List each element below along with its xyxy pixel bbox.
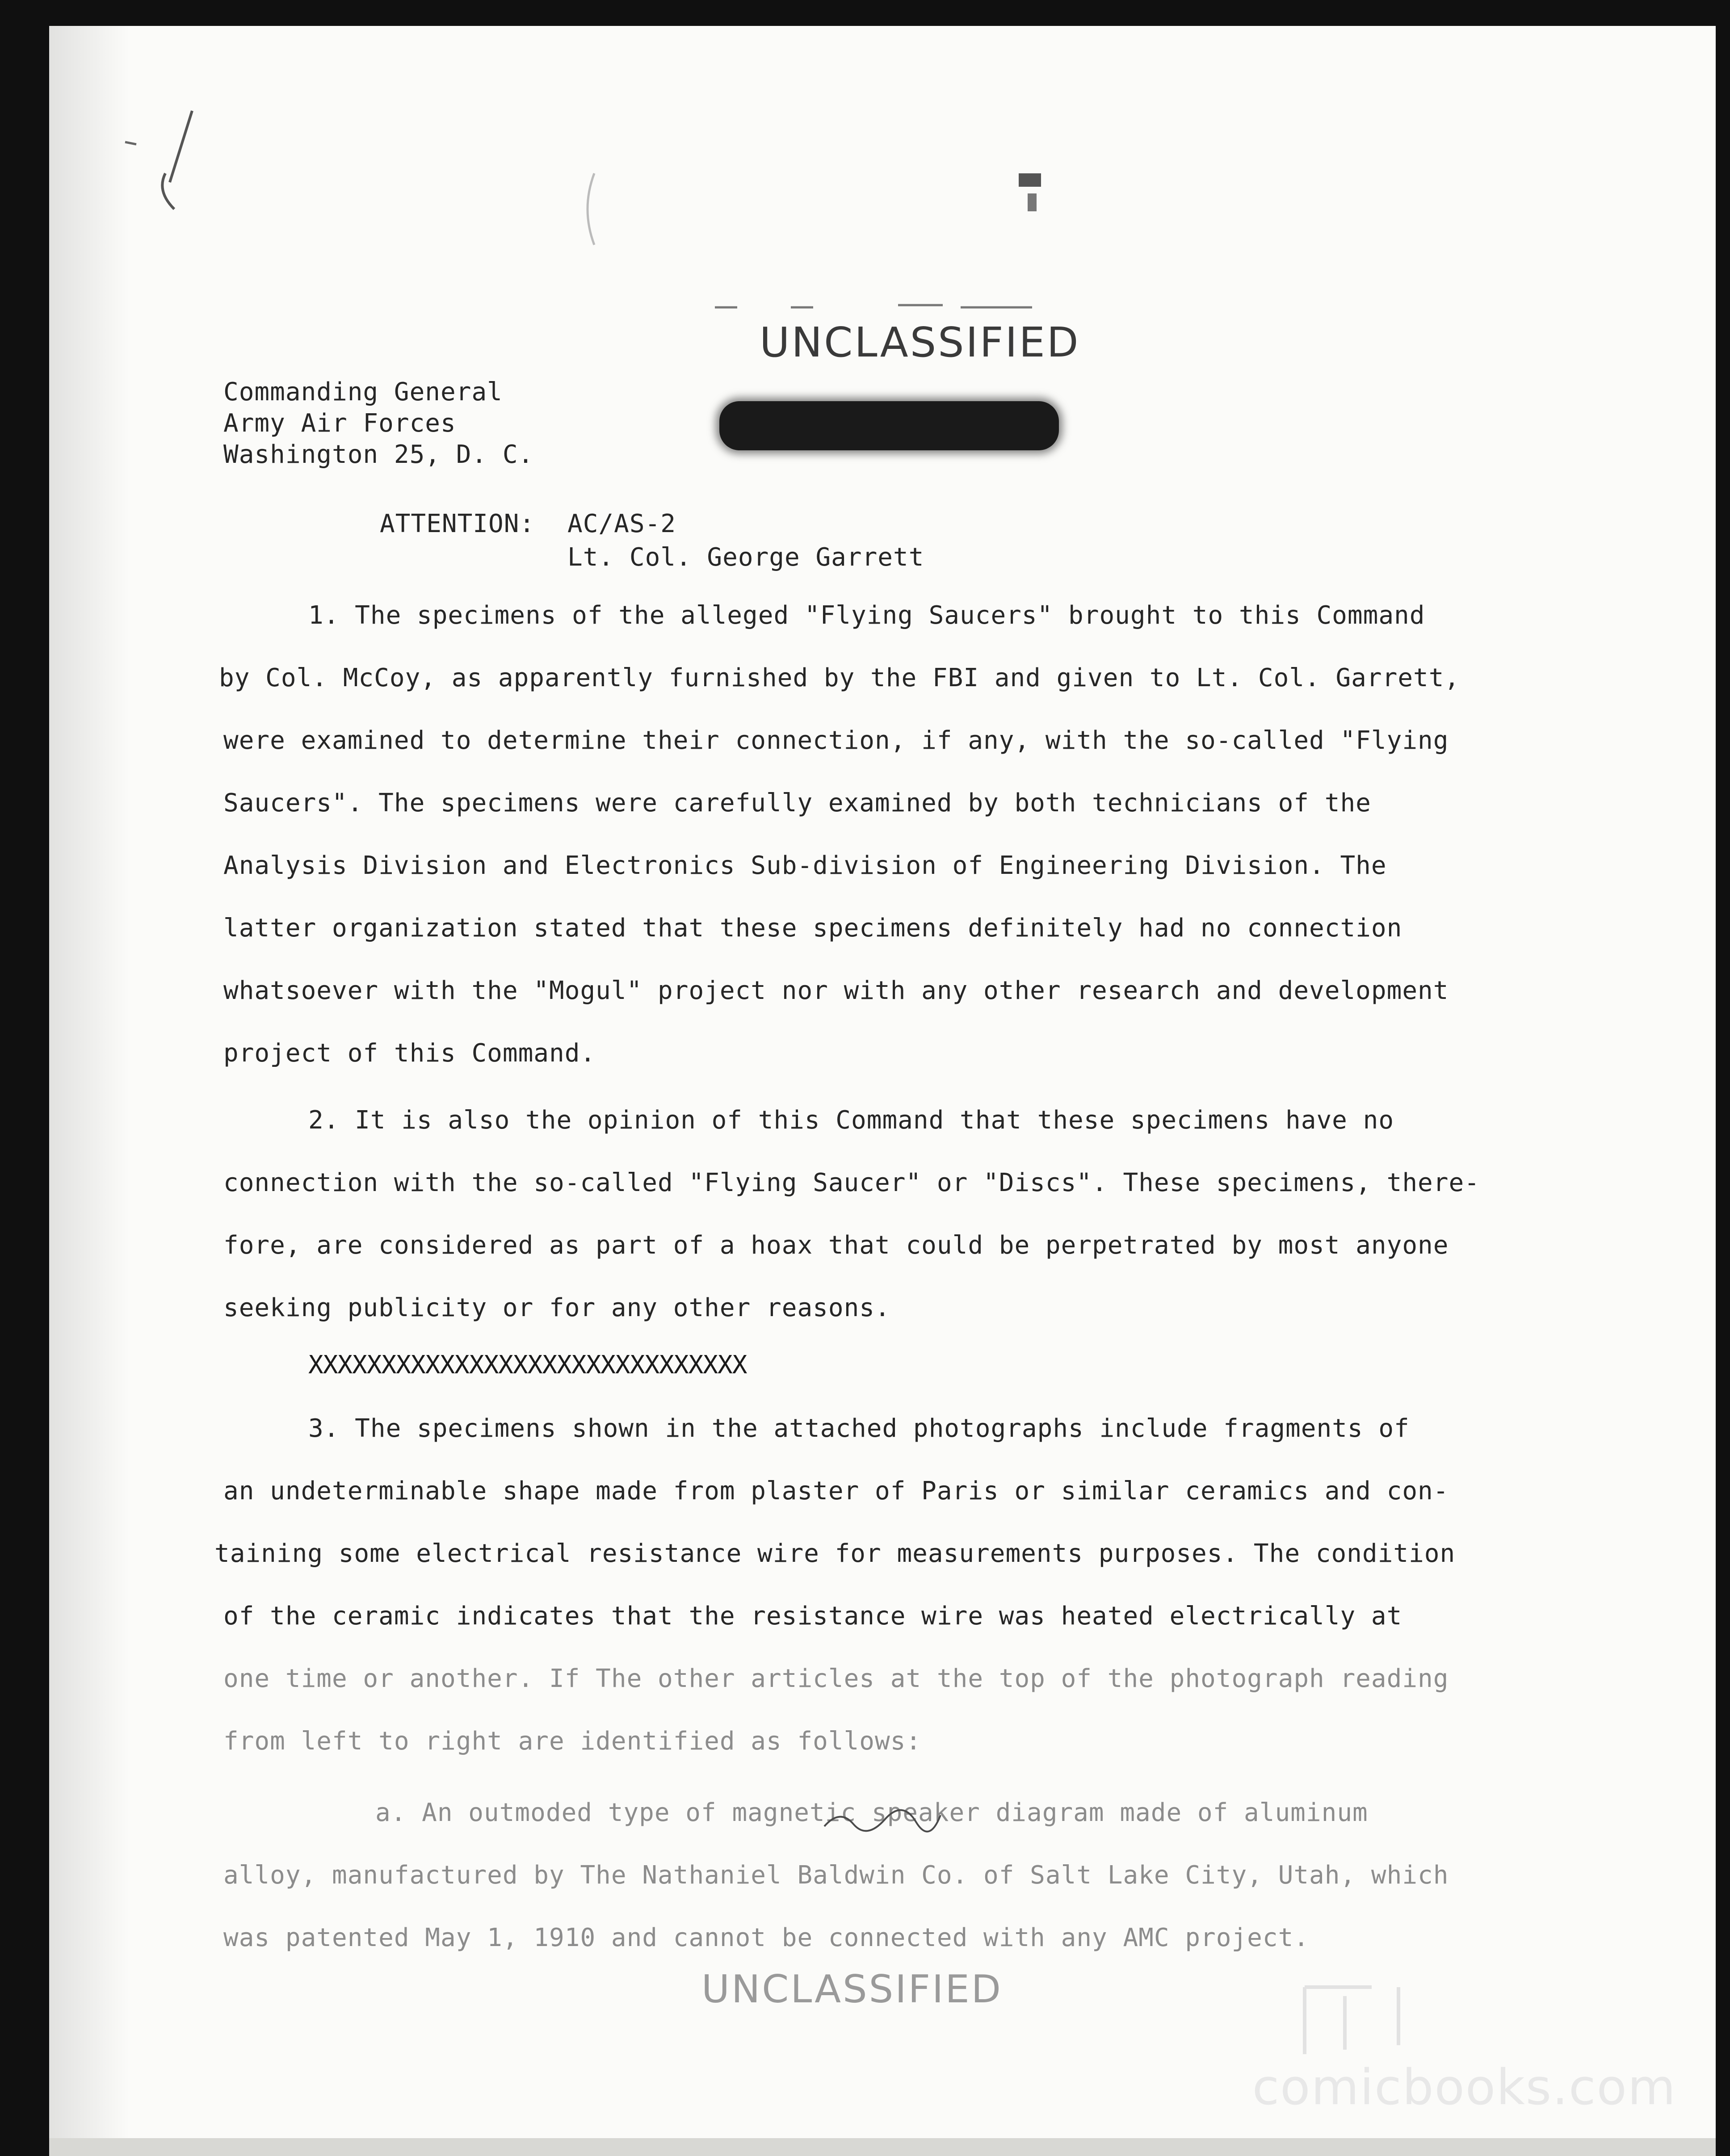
paragraph-1-line: 1. The specimens of the alleged "Flying Saucers" brought to this Command	[308, 601, 1425, 630]
site-watermark: comicbooks.com	[1252, 2059, 1676, 2116]
paragraph-3-line: taining some electrical resistance wire for measurements purposes. The condition	[214, 1539, 1456, 1568]
redaction-block	[719, 401, 1059, 450]
classification-stamp-top: UNCLASSIFIED	[760, 319, 1080, 366]
paragraph-2-line: 2. It is also the opinion of this Command that these specimens have no	[308, 1106, 1394, 1135]
address-line-1: Commanding General	[223, 378, 503, 407]
attention-line-1: AC/AS-2	[567, 509, 676, 538]
staple-mark	[1010, 169, 1050, 218]
paragraph-1-line: Saucers". The specimens were carefully examined by both technicians of the	[223, 789, 1371, 818]
margin-mark	[576, 169, 603, 249]
page-edge-shadow	[49, 26, 130, 2156]
scan-bottom-strip	[49, 2138, 1716, 2156]
dash-mark	[710, 294, 1068, 321]
paragraph-2-line: seeking publicity or for any other reasons.	[223, 1293, 890, 1322]
address-line-3: Washington 25, D. C.	[223, 440, 534, 469]
address-line-2: Army Air Forces	[223, 409, 456, 438]
item-a-line: alloy, manufactured by The Nathaniel Baldwin Co. of Salt Lake City, Utah, which	[223, 1861, 1449, 1890]
paragraph-1-line: project of this Command.	[223, 1039, 596, 1068]
paragraph-2-line: fore, are considered as part of a hoax that could be perpetrated by most anyone	[223, 1231, 1449, 1260]
item-a-line: a. An outmoded type of magnetic speaker diagram made of aluminum	[375, 1798, 1368, 1827]
document-page	[49, 26, 1716, 2156]
paragraph-1-line: latter organization stated that these specimens definitely had no connection	[223, 914, 1402, 943]
paragraph-2-line: connection with the so-called "Flying Saucer" or "Discs". These specimens, there-	[223, 1168, 1480, 1197]
paragraph-3-line: one time or another. If The other articles at the top of the photograph reading	[223, 1664, 1449, 1693]
paragraph-3-line: of the ceramic indicates that the resistance wire was heated electrically at	[223, 1602, 1402, 1631]
paragraph-3-line: 3. The specimens shown in the attached photographs include fragments of	[308, 1414, 1410, 1443]
paragraph-1-line: Analysis Division and Electronics Sub-division of Engineering Division. The	[223, 851, 1387, 880]
pen-mark	[116, 102, 250, 245]
item-a-line: was patented May 1, 1910 and cannot be connected with any AMC project.	[223, 1923, 1310, 1952]
attention-line-2: Lt. Col. George Garrett	[567, 543, 924, 572]
classification-stamp-bottom: UNCLASSIFIED	[701, 1967, 1003, 2012]
struck-out-line: XXXXXXXXXXXXXXXXXXXXXXXXXXXXXX	[308, 1351, 747, 1380]
paragraph-3-line: an undeterminable shape made from plaster of Paris or similar ceramics and con-	[223, 1476, 1449, 1506]
paragraph-1-line: whatsoever with the "Mogul" project nor with any other research and development	[223, 976, 1449, 1005]
paragraph-1-line: were examined to determine their connection, if any, with the so-called "Flying	[223, 726, 1449, 755]
faint-mark	[1291, 1978, 1425, 2068]
attention-label: ATTENTION:	[380, 509, 535, 538]
paragraph-1-line: by Col. McCoy, as apparently furnished by the FBI and given to Lt. Col. Garrett,	[219, 663, 1460, 692]
paragraph-3-line: from left to right are identified as follows:	[223, 1727, 922, 1756]
handwritten-correction	[822, 1806, 943, 1833]
